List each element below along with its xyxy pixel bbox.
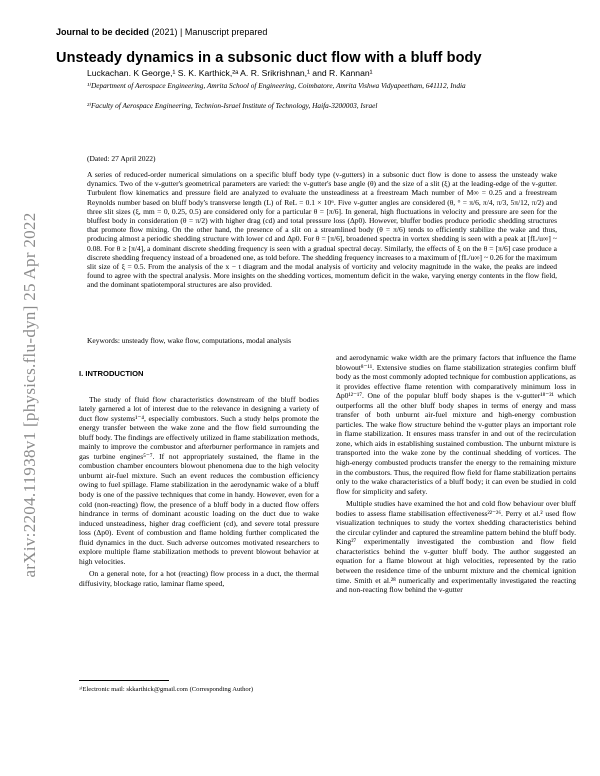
journal-header — [56, 27, 267, 37]
author-list: Luckachan. K George,¹ S. K. Karthick,²ᵃ A. R. Srikrishnan,¹ and R. Kannan¹ — [87, 68, 373, 78]
right-column — [336, 353, 576, 595]
affiliation-2: ²⁾Faculty of Aerospace Engineering, Technion-Israel Institute of Technology, Haifa-3200003, Israel — [87, 101, 378, 110]
left-column — [79, 355, 319, 588]
paragraph: and aerodynamic wake width are the primary factors that influence the flame blowout⁸⁻¹¹. Extensive studies on flame stabilization strategies confirm bluff body as the most commonly adopted technique for combustion applications, as it provides effective flame retention with comparatively minimum loss in Δp0¹²⁻¹⁷. One of the popular bluff body shapes is the v-gutter¹⁸⁻²¹ which outperforms all the other bluff body shapes in terms of energy and mass transfer of both unburnt air-fuel mixture and high-energy combustion particles. The wake flow structure behind the v-gutter plays an important role in flame stabilization. It ensures mass transfer in and out of the recirculation zone, which aids in establishing sustained combustion. The unburnt mixture is transported into the wake zone by the continual shedding of vortices. The high-energy combusted products transfer the energy to the remaining mixture in the combustors. Thus, the required flow field for flame stabilization pertains only to the wake characteristics of a bluff body; it can even be studied in cold flow for simplicity and safety. — [336, 353, 576, 496]
keywords: Keywords: unsteady flow, wake flow, computations, modal analysis — [87, 336, 291, 345]
affiliation-1: ¹⁾Department of Aerospace Engineering, Amrita School of Engineering, Coimbatore, Amrita Vishwa Vidyapeetham, 641112, India — [87, 81, 466, 90]
paragraph: On a general note, for a hot (reacting) flow process in a duct, the thermal diffusivity, blockage ratio, laminar flame speed, — [79, 569, 319, 588]
arxiv-stamp-text: arXiv:2204.11938v1 [physics.flu-dyn] 25 Apr 2022 — [20, 212, 39, 578]
journal-name: Journal to be decided — [56, 27, 150, 37]
footnote-divider — [79, 680, 169, 681]
footnote: ᵃ⁾Electronic mail: skkarthick@gmail.com (Corresponding Author) — [79, 686, 254, 693]
date-line: (Dated: 27 April 2022) — [87, 154, 156, 163]
paper-title: Unsteady dynamics in a subsonic duct flow with a bluff body — [56, 50, 482, 66]
paragraph: Multiple studies have examined the hot and cold flow behaviour over bluff bodies to assess flame stabilisation effectiveness²²⁻²⁶. Perry et al.² used flow visualization techniques to study the vortex shedding characteristics behind the circular cylinder and captured the streamline pattern behind the bluff body. King²⁷ experimentally investigated the combustion and flow field characteristics behind the v-gutter bluff body. The author suggested an equation for a flame blowout at high velocities, represented by the ratio between the residence time of the unburnt mixture and the chemical ignition time. Smith et al.²⁸ numerically and experimentally investigated the reacting and non-reacting flow behind the v-gutter — [336, 499, 576, 595]
abstract: A series of reduced-order numerical simulations on a specific bluff body type (v-gutters) in a subsonic duct flow is done to assess the unsteady wake dynamics. Two of the v-gutter's geometrical parameters are varied: the v-gutter's base angle (θ) and the size of a slit (ξ) at the leading-edge of the v-gutter. Turbulent flow kinematics and pressure field are analyzed to evaluate the unsteadiness at a freestream Mach number of M∞ = 0.25 and a freestream Reynolds number based on bluff body's transverse length (L) of ReL = 0.1 × 10⁶. Five v-gutter angles are considered (θ, ° = π/6, π/4, π/3, 5π/12, π/2) and three slit sizes (ξ, mm = 0, 0.25, 0.5) are considered only for a particular θ = [π/6]. In general, high fluctuations in velocity and pressure are seen for the bluffest body in consideration (θ = π/2) with higher drag (cd) and total pressure loss (Δp0). However, bluffer bodies produce periodic shedding structures that promote flow mixing. On the other hand, the presence of a slit on a streamlined body (θ = π/6) tends to efficiently stabilize the wake and thus, producing almost a periodic shedding structure with lower cd and Δp0. For θ = [π/6], broadened spectra in vortex shedding is seen with a peak at [fL/u∞] ~ 0.08. For θ ≥ [π/4], a dominant discrete shedding frequency is seen with a gradual spectral decay. Similarly, the effects of ξ on the θ = [π/6] case produce a discrete shedding frequency instead of a broadened one, as told before. The shedding frequency increases to a maximum of [fL/u∞] ~ 0.26 for the maximum slit size of ξ = 0.5. From the analysis of the x − t diagram and the modal analysis of vorticity and velocity magnitude in the wake, the peaks are indeed found to agree with the spectral analysis. More insights on the shedding vortices, momentum deficit in the wake, varying energy contents in the flow field, and the dominant spatiotemporal structures are also provided. — [87, 170, 557, 290]
journal-status: (2021) | Manuscript prepared — [151, 27, 268, 37]
section-heading: I. INTRODUCTION — [79, 369, 144, 378]
paragraph: The study of fluid flow characteristics downstream of the bluff bodies lately garnered a lot of interest due to the relevance in designing a variety of duct flow systems¹⁻⁴, especially combustors. Such a study helps promote the energy transfer between the wake zone and the flow field surrounding the bluff body. The findings are effectively utilized in flame stabilization methods, mainly to improve the combustor and afterburner performance in ramjets and gas turbine engines⁵⁻⁷. If not appropriately sustained, the flame in the combustion chamber encounters blowout phenomena due to the high velocity unburnt air-fuel mixture. Such an event reduces the combustion efficiency owing to fuel spillage. Flame stabilization in the aerodynamic wake of a bluff body is one of the passive techniques that come in handy. However, even for a cold (non-reacting) flow, the presence of a bluff body in a ducted flow offers hindrance in terms of dominant acoustic loading on the duct due to wake induced unsteadiness, higher drag coefficient (cd), and severe total pressure loss (Δp0). Event of combustion and flame holding further complicated the fluid dynamics in the duct. Such adverse outcomes motivated researchers to explore multiple flame stabilization methods to prevent blowout behavior at high velocities. — [79, 394, 319, 566]
arxiv-stamp — [10, 180, 50, 610]
